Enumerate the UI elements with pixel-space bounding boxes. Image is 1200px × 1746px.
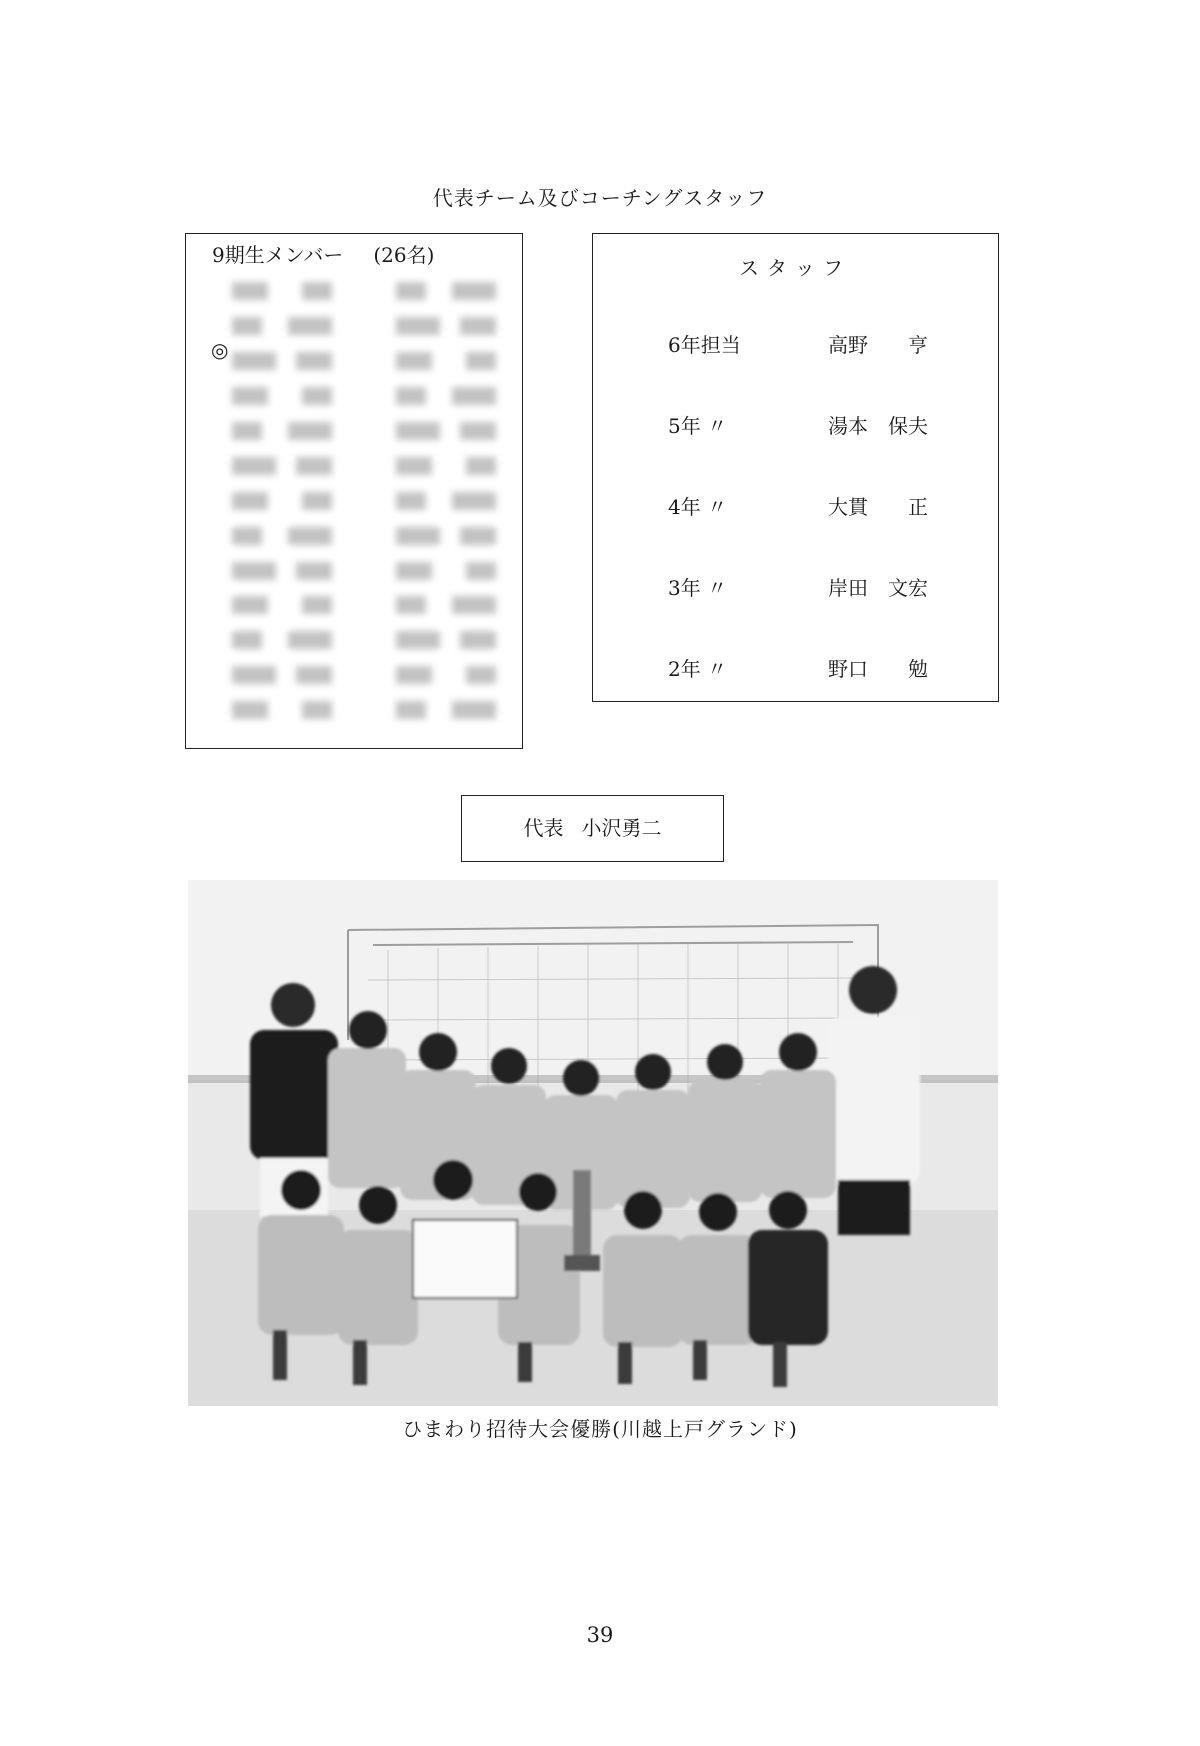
redacted-member-name — [232, 553, 332, 588]
redacted-member-name — [232, 448, 332, 483]
staff-role: 2年 〃 — [668, 657, 728, 681]
staff-box — [592, 233, 999, 702]
redacted-member-name — [232, 693, 332, 728]
members-right-column — [396, 274, 496, 728]
staff-name — [828, 329, 928, 358]
representative-label: 代表 — [523, 816, 564, 840]
staff-given-name: 亨 — [908, 333, 928, 357]
redacted-member-name — [232, 518, 332, 553]
redacted-member-name — [396, 553, 496, 588]
representative-name: 小沢勇二 — [581, 816, 662, 840]
staff-name — [828, 653, 928, 682]
staff-surname: 岸田 — [828, 576, 868, 600]
redacted-member-name — [396, 414, 496, 449]
redacted-member-name — [396, 588, 496, 623]
staff-given-name: 勉 — [908, 657, 928, 681]
staff-role: 4年 〃 — [668, 495, 728, 519]
staff-row — [593, 491, 997, 521]
staff-row — [593, 329, 997, 359]
staff-surname: 高野 — [828, 333, 868, 357]
redacted-member-name — [396, 693, 496, 728]
photo-caption: ひまわり招待大会優勝(川越上戸グランド) — [402, 1417, 798, 1441]
staff-name — [828, 572, 928, 601]
redacted-member-name — [232, 623, 332, 658]
redacted-member-name — [232, 658, 332, 693]
redacted-member-name — [396, 274, 496, 309]
redacted-member-name — [232, 588, 332, 623]
redacted-member-name — [232, 414, 332, 449]
staff-row — [593, 410, 997, 440]
staff-given-name: 文宏 — [888, 576, 928, 600]
staff-name — [828, 491, 928, 520]
redacted-member-name — [396, 344, 496, 379]
team-photo — [188, 880, 998, 1406]
redacted-member-name — [232, 309, 332, 344]
page-number: 39 — [586, 1623, 614, 1647]
members-left-column — [232, 274, 332, 728]
redacted-member-name — [396, 448, 496, 483]
redacted-member-name — [232, 344, 332, 379]
redacted-member-name — [396, 483, 496, 518]
staff-surname: 湯本 — [828, 414, 868, 438]
redacted-member-name — [232, 483, 332, 518]
redacted-member-name — [232, 379, 332, 414]
members-header — [212, 239, 434, 268]
team-photo-image — [188, 880, 998, 1406]
redacted-member-name — [396, 379, 496, 414]
staff-row — [593, 572, 997, 602]
redacted-member-name — [396, 518, 496, 553]
members-box — [185, 233, 523, 749]
staff-role: 5年 〃 — [668, 414, 728, 438]
staff-given-name: 保夫 — [888, 414, 928, 438]
redacted-member-name — [396, 309, 496, 344]
members-count: (26名) — [373, 243, 435, 267]
representative-box — [461, 795, 724, 862]
redacted-member-name — [232, 274, 332, 309]
redacted-member-name — [396, 658, 496, 693]
staff-title: スタッフ — [739, 256, 851, 280]
staff-given-name: 正 — [908, 495, 928, 519]
staff-surname: 野口 — [828, 657, 868, 681]
page-title: 代表チーム及びコーチングスタッフ — [432, 186, 768, 210]
redacted-member-name — [396, 623, 496, 658]
staff-surname: 大貫 — [828, 495, 868, 519]
staff-name — [828, 410, 928, 439]
staff-row — [593, 653, 997, 683]
members-header-label: 9期生メンバー — [212, 243, 344, 267]
staff-role: 6年担当 — [668, 333, 741, 357]
staff-role: 3年 〃 — [668, 576, 728, 600]
captain-mark: ◎ — [211, 338, 229, 362]
